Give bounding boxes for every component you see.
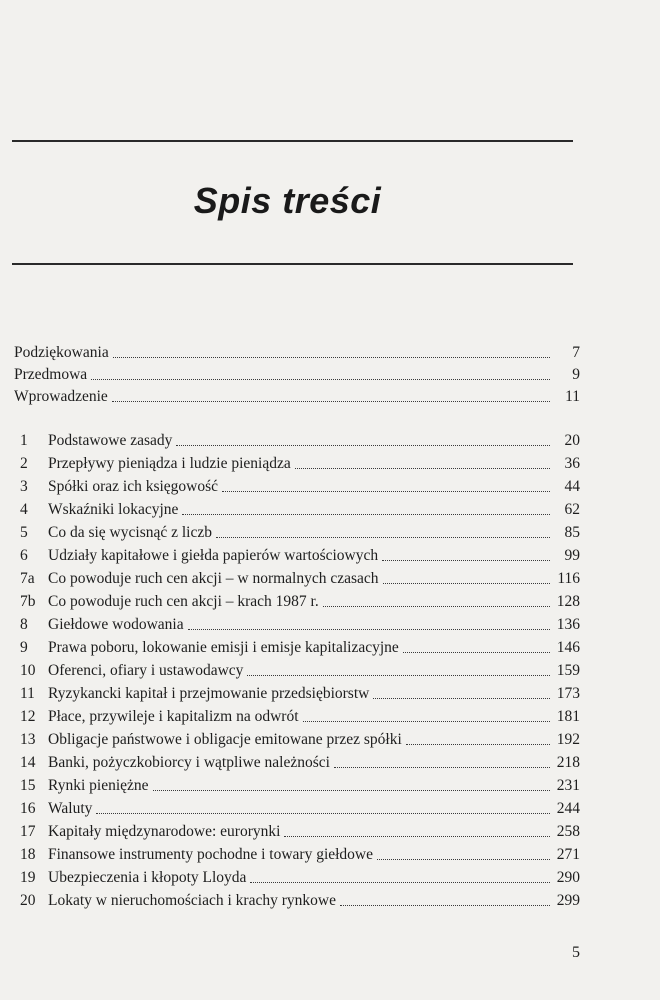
dot-leader xyxy=(382,560,550,561)
toc-entry-label: Ubezpieczenia i kłopoty Lloyda xyxy=(48,869,247,886)
dot-leader xyxy=(377,859,550,860)
chapter-number: 11 xyxy=(20,685,35,702)
toc-entry-label: Co powoduje ruch cen akcji – krach 1987 r. xyxy=(48,593,319,610)
dot-leader xyxy=(96,813,550,814)
toc-entry-chapter xyxy=(14,842,580,864)
chapter-number: 16 xyxy=(20,800,36,817)
dot-leader xyxy=(323,606,550,607)
dot-leader xyxy=(91,379,550,380)
chapter-number: 8 xyxy=(20,616,28,633)
toc-entry-page: 20 xyxy=(564,432,580,449)
dot-leader xyxy=(383,583,550,584)
toc-entry-front xyxy=(14,384,580,406)
chapter-number: 15 xyxy=(20,777,36,794)
toc-entry-front xyxy=(14,362,580,384)
toc-entry-label: Kapitały międzynarodowe: eurorynki xyxy=(48,823,281,840)
dot-leader xyxy=(250,882,550,883)
dot-leader xyxy=(303,721,551,722)
chapter-number: 12 xyxy=(20,708,36,725)
dot-leader xyxy=(334,767,550,768)
toc-entry-chapter xyxy=(14,589,580,611)
dot-leader xyxy=(216,537,550,538)
toc-entry-label: Waluty xyxy=(48,800,93,817)
chapter-number: 6 xyxy=(20,547,28,564)
dot-leader xyxy=(284,836,550,837)
toc-entry-page: 11 xyxy=(565,388,580,405)
toc-entry-label: Giełdowe wodowania xyxy=(48,616,184,633)
toc-entry-label: Prawa poboru, lokowanie emisji i emisje kapitalizacyjne xyxy=(48,639,399,656)
dot-leader xyxy=(188,629,550,630)
dot-leader xyxy=(182,514,550,515)
toc-entry-page: 85 xyxy=(564,524,580,541)
toc-entry-label: Obligacje państwowe i obligacje emitowane przez spółki xyxy=(48,731,402,748)
toc-entry-page: 192 xyxy=(556,731,580,748)
chapter-number: 14 xyxy=(20,754,36,771)
toc-entry-label: Oferenci, ofiary i ustawodawcy xyxy=(48,662,244,679)
dot-leader xyxy=(222,491,550,492)
toc-entry-chapter xyxy=(14,888,580,910)
chapter-number: 20 xyxy=(20,892,36,909)
toc-entry-label: Co da się wycisnąć z liczb xyxy=(48,524,212,541)
toc-entry-label: Podstawowe zasady xyxy=(48,432,173,449)
toc-entry-label: Lokaty w nieruchomościach i krachy rynkowe xyxy=(48,892,336,909)
toc-entry-label: Wskaźniki lokacyjne xyxy=(48,501,179,518)
toc-entry-page: 181 xyxy=(556,708,580,725)
toc-entry-page: 299 xyxy=(556,892,580,909)
toc-entry-page: 159 xyxy=(556,662,580,679)
toc-entry-page: 36 xyxy=(564,455,580,472)
toc-entry-chapter xyxy=(14,474,580,496)
toc-entry-chapter xyxy=(14,704,580,726)
toc-entry-chapter xyxy=(14,727,580,749)
top-rule xyxy=(12,140,573,142)
bottom-rule xyxy=(12,263,573,265)
toc-entry-label: Przedmowa xyxy=(14,366,88,383)
dot-leader xyxy=(247,675,550,676)
toc-entry-page: 173 xyxy=(556,685,580,702)
chapter-number: 18 xyxy=(20,846,36,863)
toc-entry-chapter xyxy=(14,497,580,519)
toc-entry-page: 218 xyxy=(556,754,580,771)
chapter-number: 3 xyxy=(20,478,28,495)
toc-entry-page: 244 xyxy=(556,800,580,817)
toc-entry-label: Banki, pożyczkobiorcy i wątpliwe należności xyxy=(48,754,330,771)
toc-entry-chapter xyxy=(14,428,580,450)
chapter-number: 19 xyxy=(20,869,36,886)
toc-entry-label: Podziękowania xyxy=(14,344,109,361)
dot-leader xyxy=(153,790,550,791)
toc-entry-chapter xyxy=(14,658,580,680)
chapter-number: 7a xyxy=(20,570,35,587)
chapter-number: 10 xyxy=(20,662,36,679)
toc-entry-chapter xyxy=(14,451,580,473)
toc-entry-chapter xyxy=(14,635,580,657)
toc-entry-front xyxy=(14,340,580,362)
dot-leader xyxy=(340,905,550,906)
chapter-number: 2 xyxy=(20,455,28,472)
toc-entry-label: Przepływy pieniądza i ludzie pieniądza xyxy=(48,455,291,472)
toc-entry-chapter xyxy=(14,543,580,565)
toc-entry-chapter xyxy=(14,612,580,634)
toc-entry-page: 231 xyxy=(556,777,580,794)
toc-entry-chapter xyxy=(14,566,580,588)
toc-entry-page: 136 xyxy=(556,616,580,633)
chapter-number: 5 xyxy=(20,524,28,541)
toc-entry-chapter xyxy=(14,773,580,795)
toc-entry-label: Co powoduje ruch cen akcji – w normalnych czasach xyxy=(48,570,379,587)
chapter-number: 13 xyxy=(20,731,36,748)
toc-entry-page: 258 xyxy=(556,823,580,840)
toc-entry-page: 146 xyxy=(556,639,580,656)
toc-entry-page: 271 xyxy=(556,846,580,863)
chapter-number: 9 xyxy=(20,639,28,656)
dot-leader xyxy=(176,445,550,446)
chapter-number: 1 xyxy=(20,432,28,449)
toc-entry-label: Finansowe instrumenty pochodne i towary giełdowe xyxy=(48,846,374,863)
toc-entry-label: Płace, przywileje i kapitalizm na odwrót xyxy=(48,708,299,725)
toc-entry-chapter xyxy=(14,819,580,841)
toc-entry-label: Spółki oraz ich księgowość xyxy=(48,478,219,495)
toc-entry-page: 7 xyxy=(572,344,580,361)
chapter-number: 17 xyxy=(20,823,36,840)
dot-leader xyxy=(295,468,550,469)
toc-entry-page: 44 xyxy=(564,478,580,495)
toc-entry-label: Wprowadzenie xyxy=(14,388,108,405)
toc-entry-page: 9 xyxy=(572,366,580,383)
toc-entry-label: Udziały kapitałowe i giełda papierów wartościowych xyxy=(48,547,379,564)
toc-entry-chapter xyxy=(14,681,580,703)
toc-entry-page: 290 xyxy=(556,869,580,886)
toc-entry-label: Ryzykancki kapitał i przejmowanie przedsiębiorstw xyxy=(48,685,370,702)
dot-leader xyxy=(113,357,550,358)
toc-entry-chapter xyxy=(14,796,580,818)
dot-leader xyxy=(403,652,550,653)
toc-entry-page: 128 xyxy=(556,593,580,610)
toc-entry-label: Rynki pieniężne xyxy=(48,777,149,794)
toc-entry-page: 62 xyxy=(564,501,580,518)
toc-entry-chapter xyxy=(14,865,580,887)
toc-entry-page: 116 xyxy=(557,570,580,587)
dot-leader xyxy=(406,744,550,745)
toc-entry-chapter xyxy=(14,750,580,772)
chapter-number: 4 xyxy=(20,501,28,518)
page-title: Spis treści xyxy=(193,180,382,221)
dot-leader xyxy=(112,401,550,402)
page-number: 5 xyxy=(572,944,580,961)
toc-entry-page: 99 xyxy=(564,547,580,564)
chapter-number: 7b xyxy=(20,593,36,610)
dot-leader xyxy=(373,698,550,699)
toc-entry-chapter xyxy=(14,520,580,542)
